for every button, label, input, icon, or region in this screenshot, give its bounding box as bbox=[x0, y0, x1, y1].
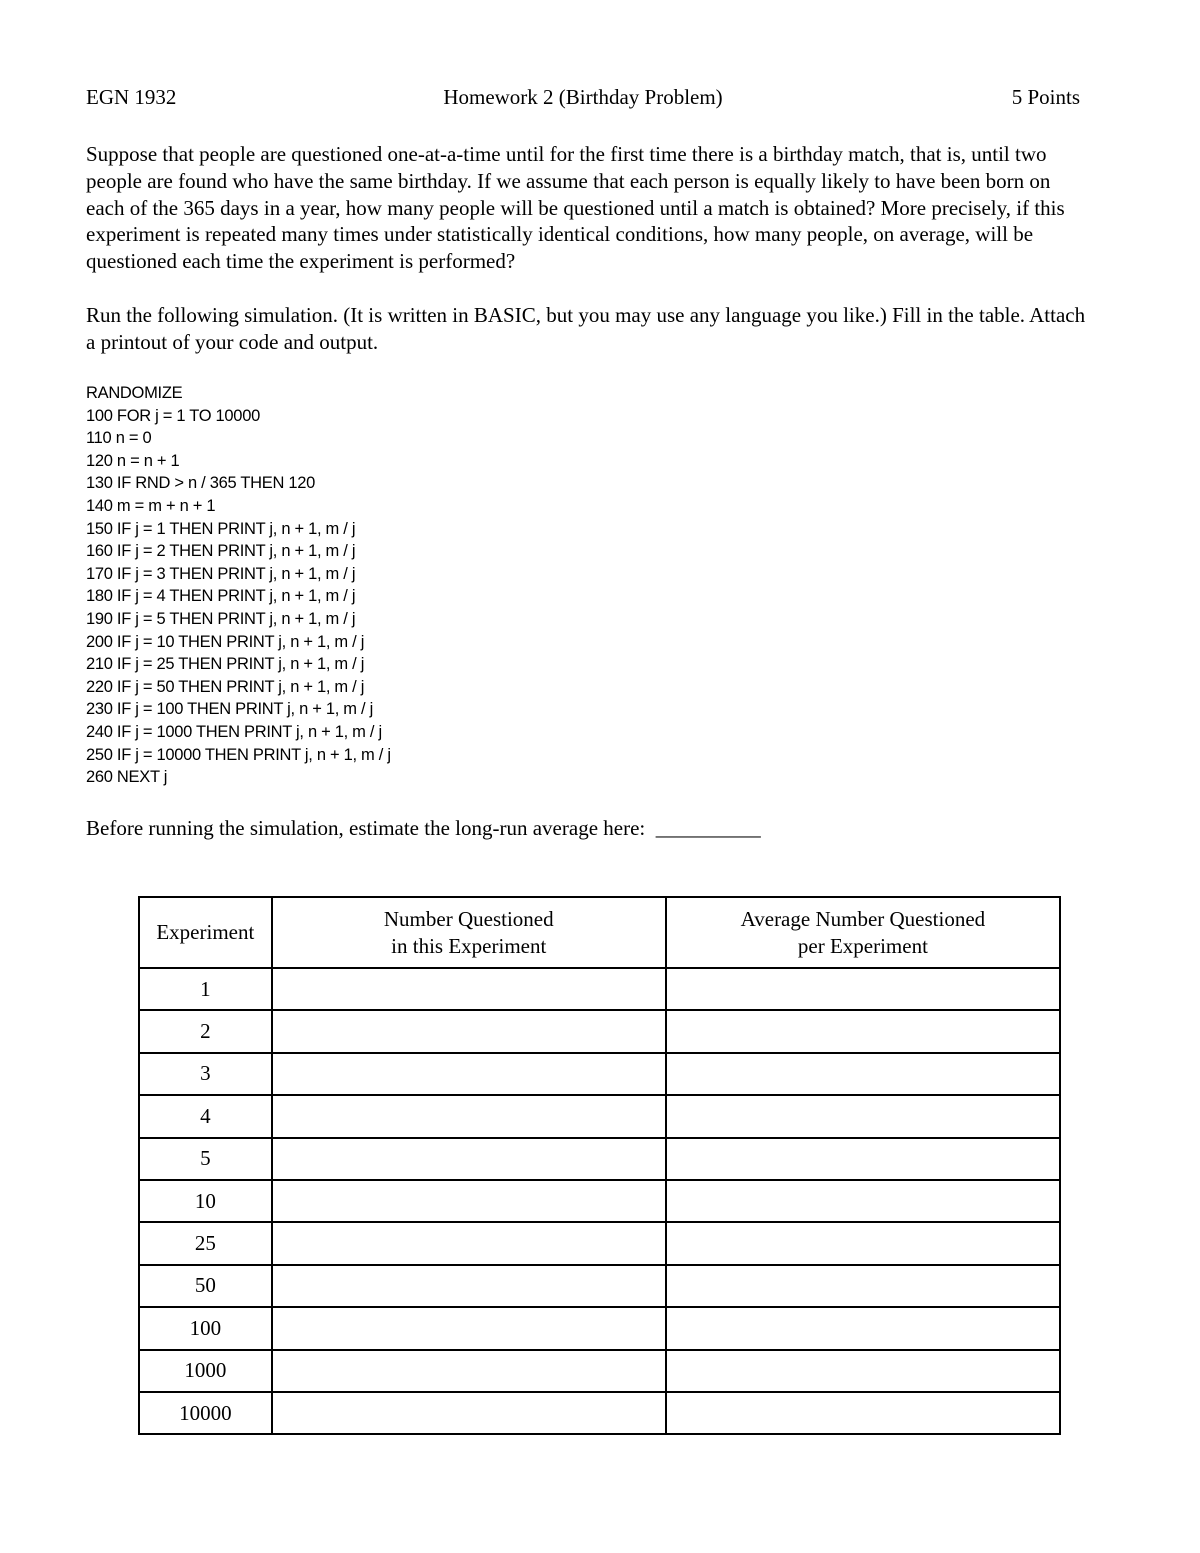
number-questioned-cell[interactable] bbox=[272, 1053, 666, 1095]
table-row bbox=[139, 1392, 1060, 1434]
table-row bbox=[139, 1138, 1060, 1180]
experiment-cell: 50 bbox=[139, 1265, 272, 1307]
experiment-cell: 1 bbox=[139, 968, 272, 1010]
average-questioned-cell[interactable] bbox=[666, 1053, 1060, 1095]
experiment-cell: 3 bbox=[139, 1053, 272, 1095]
code-line: 200 IF j = 10 THEN PRINT j, n + 1, m / j bbox=[86, 632, 365, 651]
average-questioned-cell[interactable] bbox=[666, 1350, 1060, 1392]
table-row bbox=[139, 1350, 1060, 1392]
average-questioned-cell[interactable] bbox=[666, 1392, 1060, 1434]
number-questioned-cell[interactable] bbox=[272, 1138, 666, 1180]
number-questioned-cell[interactable] bbox=[272, 1222, 666, 1264]
code-line: 140 m = m + n + 1 bbox=[86, 496, 216, 515]
code-line: 210 IF j = 25 THEN PRINT j, n + 1, m / j bbox=[86, 655, 365, 674]
table-row bbox=[139, 1307, 1060, 1349]
page-header bbox=[86, 85, 1080, 113]
number-questioned-cell[interactable] bbox=[272, 1392, 666, 1434]
homework-title: Homework 2 (Birthday Problem) bbox=[443, 85, 723, 109]
number-questioned-cell[interactable] bbox=[272, 1350, 666, 1392]
experiment-cell: 5 bbox=[139, 1138, 272, 1180]
number-questioned-cell[interactable] bbox=[272, 1010, 666, 1052]
code-line: RANDOMIZE bbox=[86, 384, 183, 402]
number-questioned-cell[interactable] bbox=[272, 968, 666, 1010]
experiment-cell: 1000 bbox=[139, 1350, 272, 1392]
average-questioned-cell[interactable] bbox=[666, 968, 1060, 1010]
table-row bbox=[139, 1222, 1060, 1264]
header-average-questioned: Average Number Questioned per Experiment bbox=[666, 897, 1060, 968]
code-line: 110 n = 0 bbox=[86, 429, 152, 448]
code-line: 260 NEXT j bbox=[86, 768, 168, 787]
code-line: 220 IF j = 50 THEN PRINT j, n + 1, m / j bbox=[86, 677, 365, 696]
code-line: 180 IF j = 4 THEN PRINT j, n + 1, m / j bbox=[86, 587, 356, 606]
average-questioned-cell[interactable] bbox=[666, 1180, 1060, 1222]
average-questioned-cell[interactable] bbox=[666, 1138, 1060, 1180]
table-row bbox=[139, 1053, 1060, 1095]
code-line: 170 IF j = 3 THEN PRINT j, n + 1, m / j bbox=[86, 564, 356, 583]
number-questioned-cell[interactable] bbox=[272, 1307, 666, 1349]
header-number-questioned: Number Questioned in this Experiment bbox=[272, 897, 666, 968]
estimate-label: Before running the simulation, estimate the long-run average here: bbox=[86, 816, 646, 840]
code-line: 120 n = n + 1 bbox=[86, 451, 180, 470]
table-row bbox=[139, 1010, 1060, 1052]
experiment-cell: 4 bbox=[139, 1095, 272, 1137]
experiment-cell: 10000 bbox=[139, 1392, 272, 1434]
results-table bbox=[138, 896, 1061, 1435]
basic-code-listing bbox=[86, 382, 391, 789]
points-label: 5 Points bbox=[1011, 85, 1080, 109]
table-row bbox=[139, 1265, 1060, 1307]
problem-statement: Suppose that people are questioned one-at-a-time until for the first time there is a birthday match, that is, until two people are found who have the same birthday. If we assume that each person is equally likely to have been born on each of the 365 days in a year, how many people will be questioned until a match is obtained? More precisely, if this experiment is repeated many times under statistically identical conditions, how many people, on average, will be questioned each time the experiment is performed? bbox=[86, 142, 1065, 274]
average-questioned-cell[interactable] bbox=[666, 1010, 1060, 1052]
number-questioned-cell[interactable] bbox=[272, 1095, 666, 1137]
table-header-row bbox=[139, 897, 1060, 968]
experiment-cell: 100 bbox=[139, 1307, 272, 1349]
estimate-prompt bbox=[86, 816, 761, 841]
code-line: 150 IF j = 1 THEN PRINT j, n + 1, m / j bbox=[86, 519, 356, 538]
table-row bbox=[139, 1095, 1060, 1137]
average-questioned-cell[interactable] bbox=[666, 1222, 1060, 1264]
average-questioned-cell[interactable] bbox=[666, 1307, 1060, 1349]
code-line: 160 IF j = 2 THEN PRINT j, n + 1, m / j bbox=[86, 542, 356, 561]
experiment-cell: 25 bbox=[139, 1222, 272, 1264]
header-experiment: Experiment bbox=[139, 897, 272, 968]
course-code: EGN 1932 bbox=[86, 85, 177, 109]
average-questioned-cell[interactable] bbox=[666, 1265, 1060, 1307]
estimate-blank[interactable]: __________ bbox=[655, 816, 761, 840]
instructions: Run the following simulation. (It is written in BASIC, but you may use any language you like.) Fill in the table. Attach a printout of your code and output. bbox=[86, 303, 1086, 354]
code-line: 230 IF j = 100 THEN PRINT j, n + 1, m / j bbox=[86, 700, 373, 719]
code-line: 240 IF j = 1000 THEN PRINT j, n + 1, m / j bbox=[86, 722, 382, 741]
code-line: 130 IF RND > n / 365 THEN 120 bbox=[86, 474, 315, 493]
table-row bbox=[139, 1180, 1060, 1222]
average-questioned-cell[interactable] bbox=[666, 1095, 1060, 1137]
number-questioned-cell[interactable] bbox=[272, 1180, 666, 1222]
number-questioned-cell[interactable] bbox=[272, 1265, 666, 1307]
code-line: 100 FOR j = 1 TO 10000 bbox=[86, 406, 260, 425]
code-line: 190 IF j = 5 THEN PRINT j, n + 1, m / j bbox=[86, 609, 356, 628]
code-line: 250 IF j = 10000 THEN PRINT j, n + 1, m / j bbox=[86, 745, 391, 764]
table-row bbox=[139, 968, 1060, 1010]
experiment-cell: 2 bbox=[139, 1010, 272, 1052]
experiment-cell: 10 bbox=[139, 1180, 272, 1222]
